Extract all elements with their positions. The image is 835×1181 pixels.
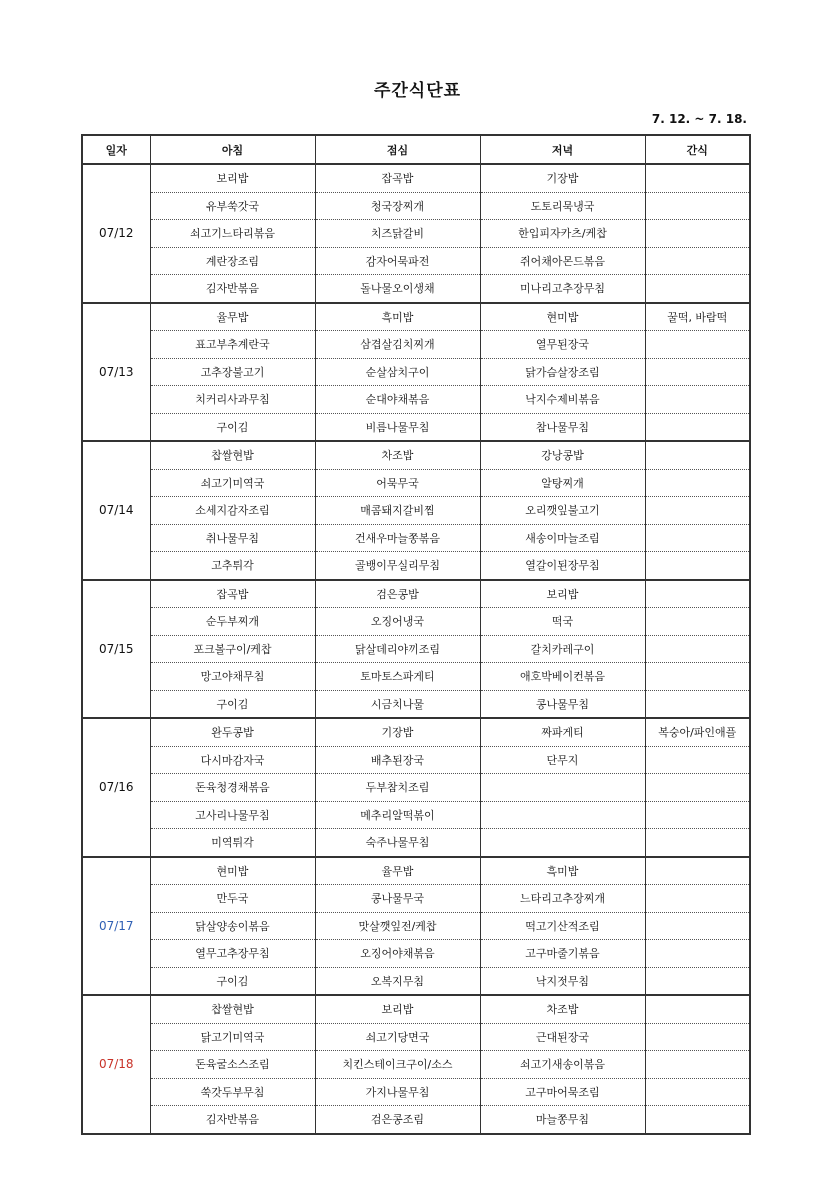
lunch-cell: 콩나물무국 — [315, 885, 480, 913]
lunch-cell: 치킨스테이크구이/소스 — [315, 1051, 480, 1079]
snack-cell: 복숭아/파인애플 — [645, 718, 750, 746]
table-row — [82, 441, 750, 469]
page-title: 주간식단표 — [373, 81, 462, 101]
breakfast-cell: 돈육청경채볶음 — [150, 774, 315, 802]
meal-table — [81, 134, 751, 1135]
dinner-cell: 짜파게티 — [480, 718, 645, 746]
snack-cell — [645, 801, 750, 829]
dinner-cell: 애호박베이컨볶음 — [480, 663, 645, 691]
snack-cell — [645, 331, 750, 359]
table-row — [82, 303, 750, 331]
table-row — [82, 413, 750, 441]
breakfast-cell: 표고부추계란국 — [150, 331, 315, 359]
dinner-cell — [480, 774, 645, 802]
lunch-cell: 시금치나물 — [315, 690, 480, 718]
breakfast-cell: 율무밥 — [150, 303, 315, 331]
header-dinner: 저녁 — [480, 135, 645, 164]
snack-cell — [645, 829, 750, 857]
breakfast-cell: 찹쌀현밥 — [150, 995, 315, 1023]
date-cell: 07/15 — [82, 580, 150, 719]
table-row — [82, 608, 750, 636]
dinner-cell: 알탕찌개 — [480, 469, 645, 497]
snack-cell: 꿀떡, 바람떡 — [645, 303, 750, 331]
snack-cell — [645, 912, 750, 940]
dinner-cell: 오리깻잎불고기 — [480, 497, 645, 525]
snack-cell — [645, 608, 750, 636]
snack-cell — [645, 524, 750, 552]
dinner-cell: 미나리고추장무침 — [480, 275, 645, 303]
lunch-cell: 순대야채볶음 — [315, 386, 480, 414]
snack-cell — [645, 746, 750, 774]
table-row — [82, 995, 750, 1023]
dinner-cell: 보리밥 — [480, 580, 645, 608]
dinner-cell: 단무지 — [480, 746, 645, 774]
dinner-cell: 낙지수제비볶음 — [480, 386, 645, 414]
breakfast-cell: 현미밥 — [150, 857, 315, 885]
snack-cell — [645, 192, 750, 220]
dinner-cell: 느타리고추장찌개 — [480, 885, 645, 913]
breakfast-cell: 취나물무침 — [150, 524, 315, 552]
breakfast-cell: 쇠고기느타리볶음 — [150, 220, 315, 248]
breakfast-cell: 찹쌀현밥 — [150, 441, 315, 469]
snack-cell — [645, 164, 750, 192]
lunch-cell: 토마토스파게티 — [315, 663, 480, 691]
dinner-cell: 참나물무침 — [480, 413, 645, 441]
breakfast-cell: 쑥갓두부무침 — [150, 1078, 315, 1106]
snack-cell — [645, 635, 750, 663]
dinner-cell: 마늘쫑무침 — [480, 1106, 645, 1134]
snack-cell — [645, 1106, 750, 1134]
table-row — [82, 552, 750, 580]
dinner-cell: 닭가슴살장조림 — [480, 358, 645, 386]
table-row — [82, 331, 750, 359]
dinner-cell: 차조밥 — [480, 995, 645, 1023]
snack-cell — [645, 275, 750, 303]
lunch-cell: 두부참치조림 — [315, 774, 480, 802]
meal-table-body — [82, 164, 750, 1134]
table-row — [82, 829, 750, 857]
lunch-cell: 배추된장국 — [315, 746, 480, 774]
snack-cell — [645, 885, 750, 913]
breakfast-cell: 고사리나물무침 — [150, 801, 315, 829]
table-row — [82, 663, 750, 691]
date-cell: 07/14 — [82, 441, 150, 580]
snack-cell — [645, 1051, 750, 1079]
breakfast-cell: 구이김 — [150, 413, 315, 441]
lunch-cell: 흑미밥 — [315, 303, 480, 331]
breakfast-cell: 순두부찌개 — [150, 608, 315, 636]
snack-cell — [645, 580, 750, 608]
lunch-cell: 숙주나물무침 — [315, 829, 480, 857]
table-row — [82, 635, 750, 663]
lunch-cell: 청국장찌개 — [315, 192, 480, 220]
table-row — [82, 1023, 750, 1051]
breakfast-cell: 닭살양송이볶음 — [150, 912, 315, 940]
snack-cell — [645, 995, 750, 1023]
dinner-cell: 기장밥 — [480, 164, 645, 192]
lunch-cell: 검은콩조림 — [315, 1106, 480, 1134]
table-row — [82, 967, 750, 995]
lunch-cell: 어묵무국 — [315, 469, 480, 497]
table-row — [82, 746, 750, 774]
snack-cell — [645, 358, 750, 386]
snack-cell — [645, 690, 750, 718]
header-date: 일자 — [82, 135, 150, 164]
snack-cell — [645, 1078, 750, 1106]
dinner-cell: 열무된장국 — [480, 331, 645, 359]
lunch-cell: 가지나물무침 — [315, 1078, 480, 1106]
dinner-cell: 갈치카레구이 — [480, 635, 645, 663]
table-row — [82, 690, 750, 718]
breakfast-cell: 망고야채무침 — [150, 663, 315, 691]
snack-cell — [645, 663, 750, 691]
breakfast-cell: 쇠고기미역국 — [150, 469, 315, 497]
snack-cell — [645, 247, 750, 275]
lunch-cell: 보리밥 — [315, 995, 480, 1023]
snack-cell — [645, 386, 750, 414]
dinner-cell: 떡국 — [480, 608, 645, 636]
dinner-cell: 고구마줄기볶음 — [480, 940, 645, 968]
breakfast-cell: 김자반볶음 — [150, 1106, 315, 1134]
header-snack: 간식 — [645, 135, 750, 164]
snack-cell — [645, 441, 750, 469]
snack-cell — [645, 1023, 750, 1051]
table-row — [82, 1106, 750, 1134]
dinner-cell: 낙지젓무침 — [480, 967, 645, 995]
table-row — [82, 247, 750, 275]
snack-cell — [645, 857, 750, 885]
breakfast-cell: 돈육굴소스조림 — [150, 1051, 315, 1079]
table-row — [82, 857, 750, 885]
lunch-cell: 오징어냉국 — [315, 608, 480, 636]
date-cell: 07/12 — [82, 164, 150, 303]
dinner-cell: 떡고기산적조림 — [480, 912, 645, 940]
header-breakfast: 아침 — [150, 135, 315, 164]
breakfast-cell: 만두국 — [150, 885, 315, 913]
lunch-cell: 치즈닭갈비 — [315, 220, 480, 248]
breakfast-cell: 보리밥 — [150, 164, 315, 192]
snack-cell — [645, 774, 750, 802]
breakfast-cell: 치커리사과무침 — [150, 386, 315, 414]
header-row — [82, 135, 750, 164]
breakfast-cell: 고추장불고기 — [150, 358, 315, 386]
table-row — [82, 192, 750, 220]
lunch-cell: 순살삼치구이 — [315, 358, 480, 386]
breakfast-cell: 계란장조림 — [150, 247, 315, 275]
snack-cell — [645, 413, 750, 441]
snack-cell — [645, 940, 750, 968]
table-row — [82, 940, 750, 968]
table-row — [82, 220, 750, 248]
snack-cell — [645, 552, 750, 580]
dinner-cell: 열갈이된장무침 — [480, 552, 645, 580]
date-cell: 07/13 — [82, 303, 150, 442]
dinner-cell: 도토리묵냉국 — [480, 192, 645, 220]
lunch-cell: 건새우마늘쫑볶음 — [315, 524, 480, 552]
date-cell: 07/18 — [82, 995, 150, 1134]
breakfast-cell: 구이김 — [150, 967, 315, 995]
dinner-cell: 쇠고기새송이볶음 — [480, 1051, 645, 1079]
lunch-cell: 골뱅이무실리무침 — [315, 552, 480, 580]
breakfast-cell: 소세지감자조림 — [150, 497, 315, 525]
lunch-cell: 삼겹살김치찌개 — [315, 331, 480, 359]
lunch-cell: 감자어묵파전 — [315, 247, 480, 275]
lunch-cell: 기장밥 — [315, 718, 480, 746]
dinner-cell: 현미밥 — [480, 303, 645, 331]
lunch-cell: 쇠고기당면국 — [315, 1023, 480, 1051]
table-row — [82, 580, 750, 608]
table-row — [82, 358, 750, 386]
breakfast-cell: 유부쑥갓국 — [150, 192, 315, 220]
table-row — [82, 164, 750, 192]
table-row — [82, 885, 750, 913]
table-row — [82, 524, 750, 552]
breakfast-cell: 다시마감자국 — [150, 746, 315, 774]
lunch-cell: 맛살깻잎전/케찹 — [315, 912, 480, 940]
table-row — [82, 1078, 750, 1106]
dinner-cell — [480, 829, 645, 857]
dinner-cell: 쥐어채아몬드볶음 — [480, 247, 645, 275]
table-row — [82, 497, 750, 525]
dinner-cell: 고구마어묵조림 — [480, 1078, 645, 1106]
date-cell: 07/16 — [82, 718, 150, 857]
breakfast-cell: 닭고기미역국 — [150, 1023, 315, 1051]
breakfast-cell: 미역튀각 — [150, 829, 315, 857]
lunch-cell: 율무밥 — [315, 857, 480, 885]
table-row — [82, 469, 750, 497]
table-row — [82, 275, 750, 303]
dinner-cell — [480, 801, 645, 829]
dinner-cell: 강낭콩밥 — [480, 441, 645, 469]
snack-cell — [645, 220, 750, 248]
table-row — [82, 912, 750, 940]
lunch-cell: 오복지무침 — [315, 967, 480, 995]
table-row — [82, 1051, 750, 1079]
breakfast-cell: 잡곡밥 — [150, 580, 315, 608]
lunch-cell: 잡곡밥 — [315, 164, 480, 192]
table-row — [82, 386, 750, 414]
date-cell: 07/17 — [82, 857, 150, 996]
snack-cell — [645, 967, 750, 995]
snack-cell — [645, 497, 750, 525]
table-row — [82, 801, 750, 829]
lunch-cell: 메추리알떡볶이 — [315, 801, 480, 829]
dinner-cell: 한입피자카츠/케찹 — [480, 220, 645, 248]
table-row — [82, 774, 750, 802]
breakfast-cell: 완두콩밥 — [150, 718, 315, 746]
lunch-cell: 검은콩밥 — [315, 580, 480, 608]
lunch-cell: 닭살데리야끼조림 — [315, 635, 480, 663]
breakfast-cell: 포크볼구이/케찹 — [150, 635, 315, 663]
lunch-cell: 돌나물오이생채 — [315, 275, 480, 303]
table-row — [82, 718, 750, 746]
dinner-cell: 근대된장국 — [480, 1023, 645, 1051]
lunch-cell: 오징어야채볶음 — [315, 940, 480, 968]
date-range: 7. 12. ~ 7. 18. — [651, 112, 747, 126]
dinner-cell: 콩나물무침 — [480, 690, 645, 718]
snack-cell — [645, 469, 750, 497]
dinner-cell: 흑미밥 — [480, 857, 645, 885]
lunch-cell: 비름나물무침 — [315, 413, 480, 441]
lunch-cell: 차조밥 — [315, 441, 480, 469]
dinner-cell: 새송이마늘조림 — [480, 524, 645, 552]
breakfast-cell: 열무고추장무침 — [150, 940, 315, 968]
breakfast-cell: 김자반볶음 — [150, 275, 315, 303]
lunch-cell: 매콤돼지갈비찜 — [315, 497, 480, 525]
breakfast-cell: 구이김 — [150, 690, 315, 718]
breakfast-cell: 고추튀각 — [150, 552, 315, 580]
header-lunch: 점심 — [315, 135, 480, 164]
